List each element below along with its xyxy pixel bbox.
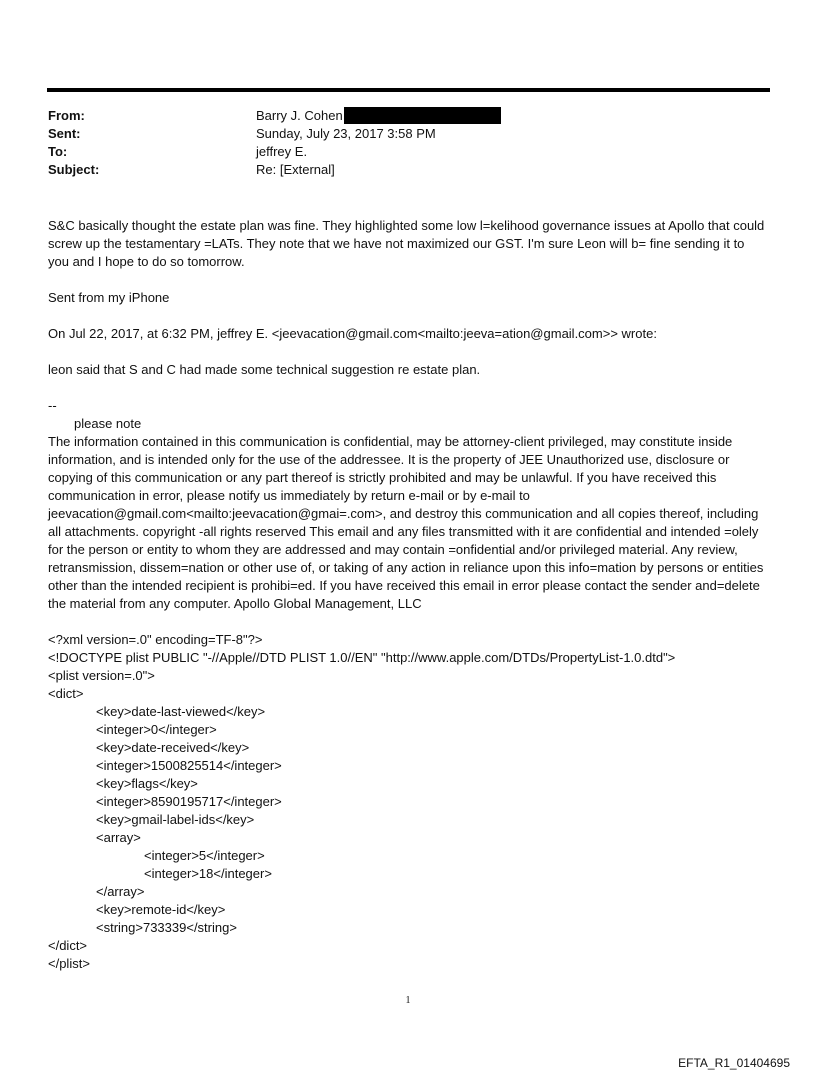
sent-label: Sent: — [48, 126, 81, 141]
plist-line: <plist version=.0"> — [48, 668, 155, 683]
sent-from-line: Sent from my iPhone — [48, 290, 170, 305]
plist-line: <integer>18</integer> — [144, 866, 272, 881]
to-label: To: — [48, 144, 68, 159]
document-id: EFTA_R1_01404695 — [678, 1056, 790, 1070]
plist-line: <integer>5</integer> — [144, 848, 265, 863]
plist-block — [48, 631, 768, 973]
from-label: From: — [48, 108, 85, 123]
plist-line: <key>gmail-label-ids</key> — [96, 812, 255, 827]
to-value: jeffrey E. — [256, 144, 308, 159]
plist-line: <key>date-received</key> — [96, 740, 250, 755]
plist-line: <dict> — [48, 686, 84, 701]
quote-body: leon said that S and C had made some technical suggestion re estate plan. — [48, 362, 481, 377]
plist-line: <?xml version=.0" encoding=TF-8"?> — [48, 632, 263, 647]
plist-line: <key>flags</key> — [96, 776, 198, 791]
please-note: please note — [74, 416, 142, 431]
plist-line: <!DOCTYPE plist PUBLIC "-//Apple//DTD PLIST 1.0//EN" "http://www.apple.com/DTDs/PropertyList-1.0.dtd"> — [48, 650, 676, 665]
signature-separator: -- — [48, 398, 57, 413]
plist-line: <string>733339</string> — [96, 920, 237, 935]
plist-line: </dict> — [48, 938, 88, 953]
plist-line: <integer>0</integer> — [96, 722, 217, 737]
plist-line: </plist> — [48, 956, 90, 971]
plist-line: <integer>8590195717</integer> — [96, 794, 282, 809]
page-number: 1 — [405, 995, 411, 1006]
disclaimer: The information contained in this communication is confidential, may be attorney-client privileged, may constitute inside information, and is intended only for the use of the addressee. It is the property of JEE Unauthorized use, disclosure or copying of this communication or any part thereof is strictly prohibited and may be unlawful. If you have received this communication in error, please notify us immediately by return e-mail or by e-mail to jeevacation@gmail.com<mailto:jeevacation@gmai=.com>, and destroy this communication and all copies thereof, including all attachments. copyright -all rights reserved This email and any files transmitted with it are confidential and intended =olely for the person or entity to whom they are addressed and may contain =onfidential and/or privileged material. Any review, retransmission, dissem=nation or other use of, or taking of any action in reliance upon this info=mation by persons or entities other than the intended recipient is prohibi=ed. If you have received this email in error please contact the sender and=delete the material from any computer. Apollo Global Management, LLC — [48, 434, 764, 611]
sent-value: Sunday, July 23, 2017 3:58 PM — [256, 126, 436, 141]
plist-line: <key>remote-id</key> — [96, 902, 226, 917]
redaction-box — [344, 107, 501, 124]
sender-name: Barry J. Cohen — [256, 108, 343, 123]
header-rule — [47, 88, 770, 92]
plist-line: <array> — [96, 830, 141, 845]
from-value — [256, 107, 501, 125]
subject-value: Re: [External] — [256, 162, 335, 177]
email-body — [48, 217, 768, 973]
plist-line: <integer>1500825514</integer> — [96, 758, 282, 773]
body-paragraph: S&C basically thought the estate plan was fine. They highlighted some low l=kelihood governance issues at Apollo that could screw up the testamentary =LATs. They note that we have not maximized our GST. I'm sure Leon will b= fine sending it to you and I hope to do so tomorrow. — [48, 218, 765, 269]
subject-label: Subject: — [48, 162, 100, 177]
plist-line: </array> — [96, 884, 145, 899]
quote-intro: On Jul 22, 2017, at 6:32 PM, jeffrey E. <jeevacation@gmail.com<mailto:jeeva=ation@gmail.com>> wrote: — [48, 326, 657, 341]
plist-line: <key>date-last-viewed</key> — [96, 704, 266, 719]
